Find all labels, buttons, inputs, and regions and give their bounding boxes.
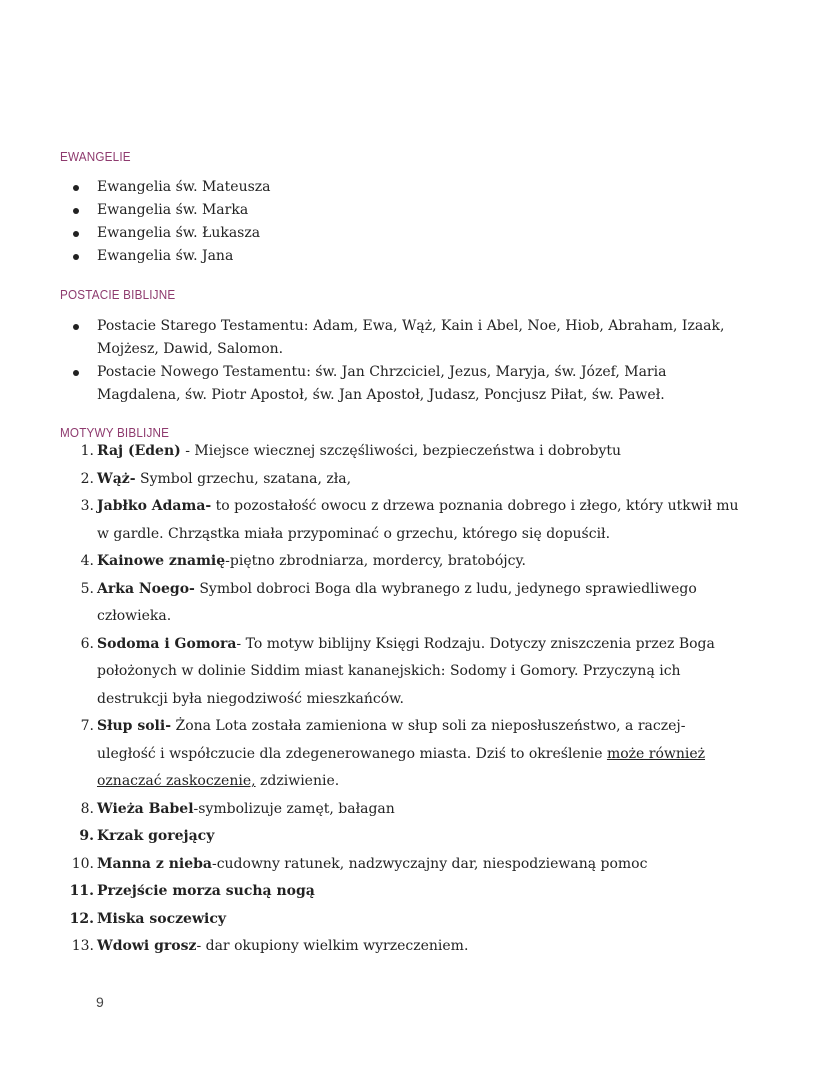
list-item bbox=[70, 199, 730, 222]
motif-item bbox=[62, 906, 742, 934]
motif-term: Kainowe znamię bbox=[97, 553, 226, 569]
motif-underlined-text: może również oznaczać zaskoczenie, bbox=[97, 745, 706, 789]
motif-number: 7. bbox=[80, 718, 94, 734]
page-number: 9 bbox=[96, 994, 104, 1010]
motif-item bbox=[62, 823, 742, 851]
bullet-icon bbox=[73, 370, 79, 376]
motif-item bbox=[62, 438, 742, 466]
motif-term: Jabłko Adama- bbox=[97, 498, 212, 514]
bullet-icon bbox=[73, 208, 79, 214]
list-item bbox=[70, 176, 730, 199]
motif-description: - Miejsce wiecznej szczęśliwości, bezpieczeństwa i dobrobytu bbox=[180, 443, 622, 459]
motif-number: 12. bbox=[69, 910, 94, 927]
characters-text: Postacie Nowego Testamentu: św. Jan Chrzciciel, Jezus, Maryja, św. Józef, Maria Magdalena, św. Piotr Apostoł, św. Jan Apostoł, Judasz, Poncjusz Piłat, św. Paweł. bbox=[97, 364, 667, 403]
list-item bbox=[70, 315, 730, 361]
gospel-text: Ewangelia św. Łukasza bbox=[97, 225, 261, 241]
motif-number: 1. bbox=[80, 443, 94, 459]
bullet-icon bbox=[73, 231, 79, 237]
motif-number: 9. bbox=[79, 828, 94, 844]
section-heading-gospels: EWANGELIE bbox=[60, 149, 131, 164]
motif-description: -piętno zbrodniarza, mordercy, bratobójcy. bbox=[225, 553, 526, 569]
motif-description-tail: zdziwienie. bbox=[255, 773, 340, 789]
motif-item bbox=[62, 713, 742, 796]
section-heading-characters: POSTACIE BIBLIJNE bbox=[60, 287, 176, 302]
motif-number: 10. bbox=[71, 855, 94, 872]
motif-item bbox=[62, 576, 742, 631]
motif-item bbox=[62, 493, 742, 548]
motif-number: 2. bbox=[80, 470, 94, 487]
motif-term: Miska soczewicy bbox=[97, 910, 226, 927]
motif-description: Żona Lota została zamieniona w słup soli za nieposłuszeństwo, a raczej-uległość i współczucie dla zdegenerowanego miasta. Dziś to określenie bbox=[97, 718, 686, 762]
gospel-text: Ewangelia św. Mateusza bbox=[97, 179, 271, 195]
gospel-text: Ewangelia św. Jana bbox=[97, 248, 234, 264]
motif-item bbox=[62, 796, 742, 824]
motif-number: 5. bbox=[80, 580, 94, 597]
motif-item bbox=[62, 631, 742, 714]
motif-item bbox=[62, 548, 742, 576]
motif-term: Krzak gorejący bbox=[97, 828, 215, 844]
motif-item bbox=[62, 933, 742, 961]
motif-term: Wąż- bbox=[97, 470, 136, 487]
list-item bbox=[70, 222, 730, 245]
motif-description: -symbolizuje zamęt, bałagan bbox=[193, 800, 395, 817]
motif-number: 3. bbox=[80, 498, 94, 514]
list-item bbox=[70, 361, 730, 407]
bullet-icon bbox=[73, 254, 79, 260]
motif-item bbox=[62, 878, 742, 906]
motif-item bbox=[62, 851, 742, 879]
motif-description: -cudowny ratunek, nadzwyczajny dar, niespodziewaną pomoc bbox=[211, 855, 648, 872]
motif-term: Arka Noego- bbox=[97, 580, 195, 597]
motif-term: Manna z nieba bbox=[97, 855, 212, 872]
characters-text: Postacie Starego Testamentu: Adam, Ewa, Wąż, Kain i Abel, Noe, Hiob, Abraham, Izaak, Mojżesz, Dawid, Salomon. bbox=[97, 318, 725, 357]
motif-description: - dar okupiony wielkim wyrzeczeniem. bbox=[196, 938, 469, 954]
motif-term: Przejście morza suchą nogą bbox=[97, 883, 315, 899]
gospel-text: Ewangelia św. Marka bbox=[97, 202, 249, 218]
motifs-list bbox=[62, 438, 742, 961]
motif-term: Wieża Babel bbox=[97, 800, 194, 817]
motif-number: 13. bbox=[71, 938, 94, 954]
motif-description: Symbol grzechu, szatana, zła, bbox=[135, 470, 352, 487]
motif-term: Raj (Eden) bbox=[97, 443, 181, 459]
motif-term: Sodoma i Gomora bbox=[97, 635, 237, 652]
motif-number: 6. bbox=[80, 635, 94, 652]
motif-description: - To motyw biblijny Księgi Rodzaju. Dotyczy zniszczenia przez Boga położonych w dolinie Siddim miast kananejskich: Sodomy i Gomory. Przyczyną ich destrukcji była niegodziwość mieszkańców. bbox=[97, 635, 715, 707]
motif-item bbox=[62, 466, 742, 494]
list-item bbox=[70, 245, 730, 268]
motif-number: 8. bbox=[80, 800, 94, 817]
motif-term: Słup soli- bbox=[97, 718, 172, 734]
motif-number: 4. bbox=[80, 553, 94, 569]
motif-term: Wdowi grosz bbox=[97, 938, 197, 954]
section-heading-motifs: MOTYWY BIBLIJNE bbox=[60, 425, 170, 440]
motif-description: to pozostałość owocu z drzewa poznania dobrego i złego, który utkwił mu w gardle. Chrząstka miała przypominać o grzechu, którego się dopuścił. bbox=[97, 498, 739, 542]
bullet-icon bbox=[73, 324, 79, 330]
motif-number: 11. bbox=[69, 883, 94, 899]
characters-list bbox=[70, 315, 730, 407]
motif-description: Symbol dobroci Boga dla wybranego z ludu, jedynego sprawiedliwego człowieka. bbox=[97, 580, 697, 624]
bullet-icon bbox=[73, 185, 79, 191]
gospels-list bbox=[70, 176, 730, 268]
